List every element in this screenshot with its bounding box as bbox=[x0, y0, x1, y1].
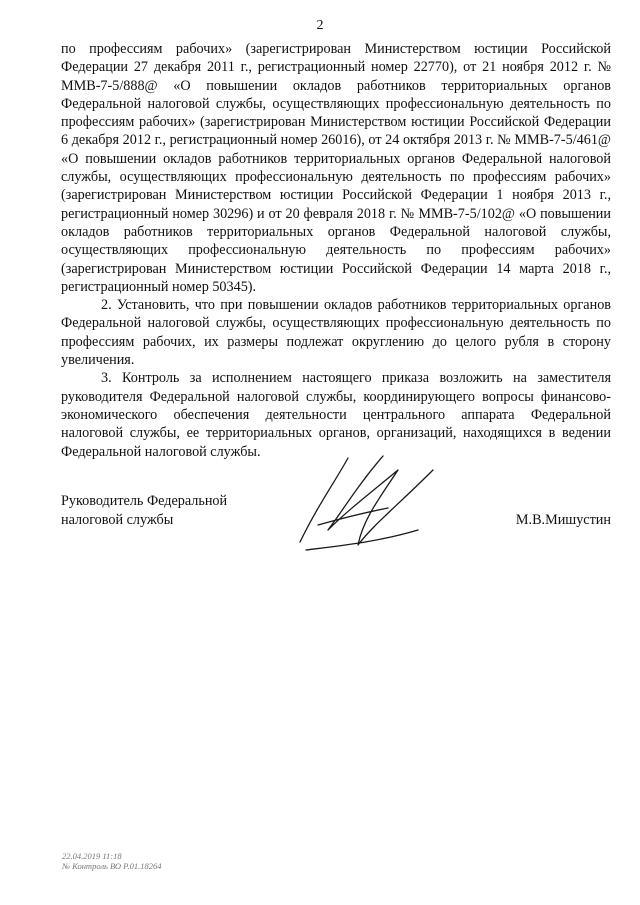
page-number: 2 bbox=[316, 18, 324, 33]
document-body bbox=[61, 40, 611, 461]
paragraph-item-3: 3. Контроль за исполнением настоящего приказа возложить на заместителя руководителя Федеральной налоговой службы, координирующего вопросы финансово-экономического обеспечения деятельности центрального аппарата Федеральной налоговой службы, ее территориальных органов, организаций, находящихся в ведении Федеральной налоговой службы. bbox=[61, 370, 611, 460]
signatory-position: Руководитель Федеральной налоговой службы bbox=[61, 493, 228, 528]
paragraph-item-2: 2. Установить, что при повышении окладов работников территориальных органов Федеральной налоговой службы, осуществляющих профессиональную деятельность по профессиям рабочих, их размеры подлежат округлению до целого рубля в сторону увеличения. bbox=[61, 297, 611, 369]
signature-block bbox=[61, 492, 611, 572]
signatory-name: М.В.Мишустин bbox=[515, 512, 611, 528]
stamp-datetime: 22.04.2019 11:18 bbox=[62, 851, 122, 861]
registration-stamp bbox=[62, 851, 161, 871]
stamp-number: № Контроль ВО Р.01.18264 bbox=[62, 861, 162, 871]
paragraph-continuation: по профессиям рабочих» (зарегистрирован Министерством юстиции Российской Федерации 27 декабря 2011 г., регистрационный номер 22770), от 21 ноября 2012 г. № ММВ-7-5/888@ «О повышении окладов работников территориальных органов Федеральной налоговой службы, осуществляющих профессиональную деятельность по профессиям рабочих» (зарегистрирован Министерством юстиции Российской Федерации 6 декабря 2012 г., регистрационный номер 26016), от 24 октября 2013 г. № ММВ-7-5/461@ «О повышении окладов работников территориальных органов Федеральной налоговой службы, осуществляющих профессиональную деятельность по профессиям рабочих» (зарегистрирован Министерством юстиции Российской Федерации 1 ноября 2013 г., регистрационный номер 30296) и от 20 февраля 2018 г. № ММВ-7-5/102@ «О повышении окладов работников территориальных органов Федеральной налоговой службы, осуществляющих профессиональную деятельность по профессиям рабочих» (зарегистрирован Министерством юстиции Российской Федерации 14 марта 2018 г., регистрационный номер 50345). bbox=[61, 41, 611, 295]
